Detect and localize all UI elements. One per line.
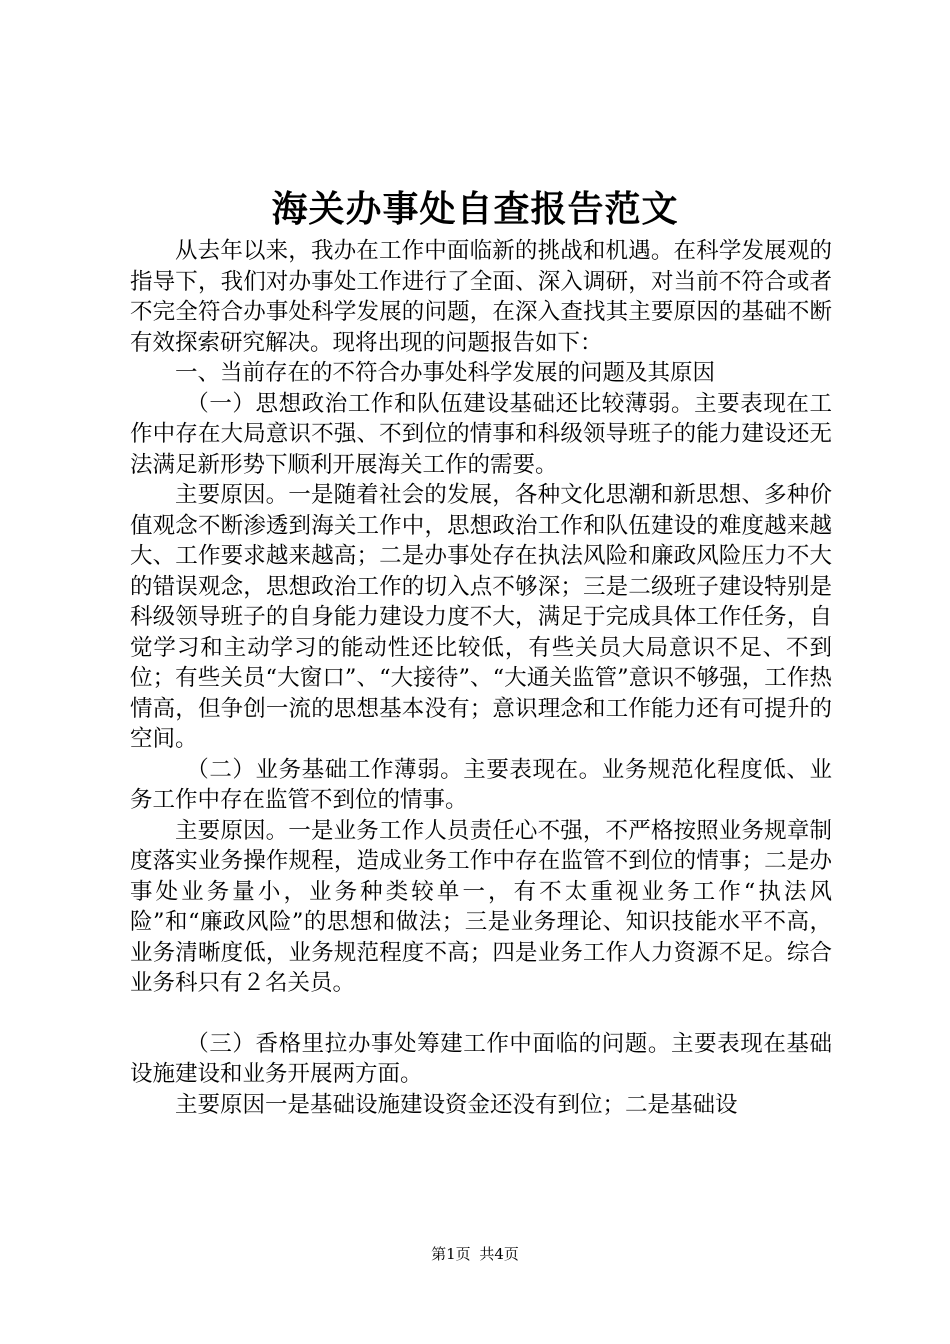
paragraph-cause-3: 主要原因一是基础设施建设资金还没有到位；二是基础设: [175, 1091, 738, 1118]
paragraph-issue-1: （一）思想政治工作和队伍建设基础还比较薄弱。主要表现在工作中存在大局意识不强、不到位的情事和科级领导班子的能力建设还无法满足新形势下顺利开展海关工作的需要。: [130, 390, 832, 478]
paragraph-cause-2: 主要原因。一是业务工作人员责任心不强，不严格按照业务规章制度落实业务操作规程，造成业务工作中存在监管不到位的情事；二是办事处业务量小，业务种类较单一，有不太重视业务工作“执法风险”和“廉政风险”的思想和做法；三是业务理论、知识技能水平不高，业务清晰度低，业务规范程度不高；四是业务工作人力资源不足。综合业务科只有２名关员。: [130, 817, 832, 996]
document-body: [130, 236, 832, 1120]
paragraph-intro: 从去年以来，我办在工作中面临新的挑战和机遇。在科学发展观的指导下，我们对办事处工作进行了全面、深入调研，对当前不符合或者不完全符合办事处科学发展的问题，在深入查找其主要原因的基础不断有效探索研究解决。现将出现的问题报告如下：: [130, 238, 832, 356]
paragraph-issue-2: （二）业务基础工作薄弱。主要表现在。业务规范化程度低、业务工作中存在监管不到位的情事。: [130, 756, 832, 813]
section-heading: 一、当前存在的不符合办事处科学发展的问题及其原因: [175, 360, 716, 386]
page-footer: 第1页 共4页: [431, 1245, 519, 1263]
paragraph-cause-1: 主要原因。一是随着社会的发展，各种文化思潮和新思想、多种价值观念不断渗透到海关工作中，思想政治工作和队伍建设的难度越来越大、工作要求越来越高；二是办事处存在执法风险和廉政风险压力不大的错误观念，思想政治工作的切入点不够深；三是二级班子建设特别是科级领导班子的自身能力建设力度不大，满足于完成具体工作任务，自觉学习和主动学习的能动性还比较低，有些关员大局意识不足、不到位；有些关员“大窗口”、“大接待”、“大通关监管”意识不够强，工作热情高，但争创一流的思想基本没有；意识理念和工作能力还有可提升的空间。: [130, 482, 832, 752]
paragraph-issue-3: （三）香格里拉办事处筹建工作中面临的问题。主要表现在基础设施建设和业务开展两方面。: [130, 1030, 832, 1087]
document-title: 海关办事处自查报告范文: [271, 188, 679, 230]
